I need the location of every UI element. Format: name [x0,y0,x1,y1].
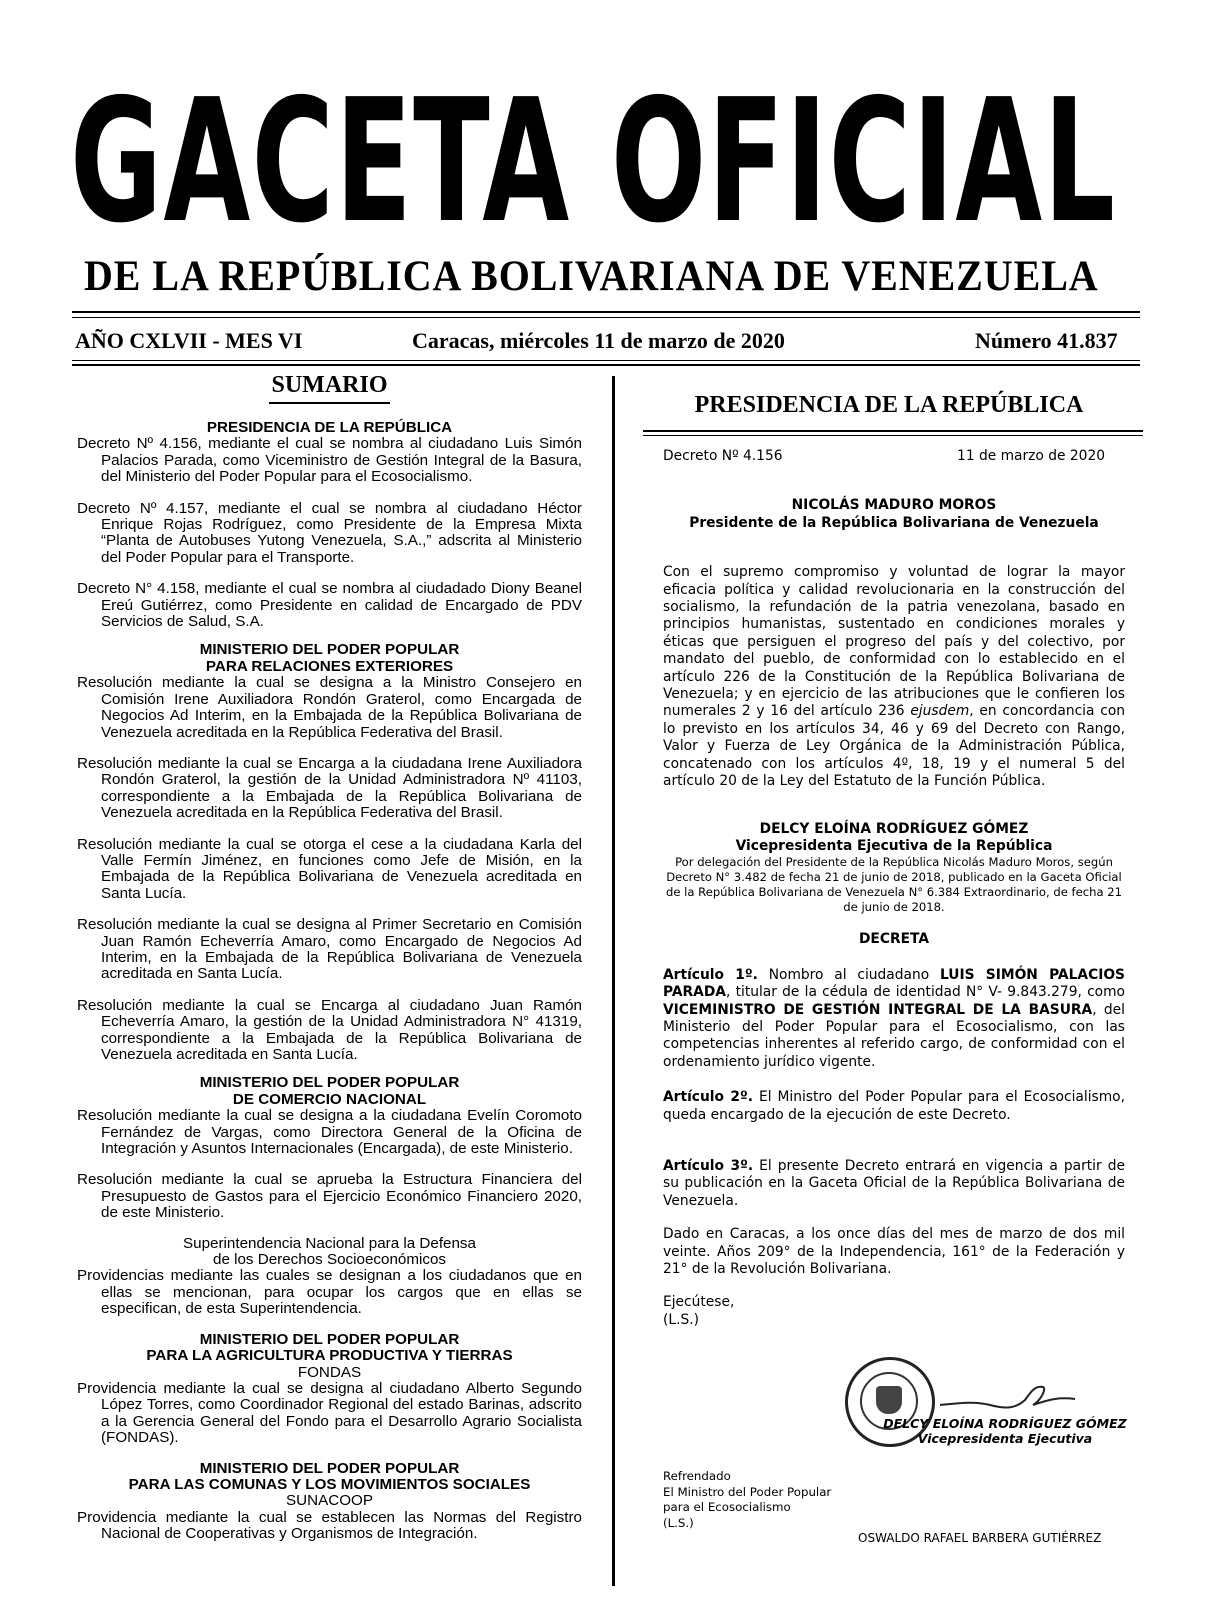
list-item: Providencias mediante las cuales se designan a los ciudadanos que en ellas se mencionan, para ocupar los cargos que en ellas se especifican, de esta Superintendencia. [77,1267,582,1318]
signature-name: DELCY ELOÍNA RODRÍGUEZ GÓMEZ [883,1416,1127,1431]
section-heading-line2: DE COMERCIO NACIONAL [232,1090,427,1108]
handwritten-signature-icon [935,1375,1095,1420]
list-item: Decreto Nº 4.156, mediante el cual se nombra al ciudadano Luis Simón Palacios Parada, como Viceministro de Gestión Integral de la Basura, del Ministerio del Poder Popular para el Ecosocialismo. [77,435,582,486]
signature-block [880,1416,1130,1446]
section-heading-line2: PARA LA AGRICULTURA PRODUCTIVA Y TIERRAS [146,1347,513,1365]
issue-year-month: AÑO CXLVII - MES VI [75,328,303,353]
list-item: Resolución mediante la cual se Encarga al ciudadano Juan Ramón Echeverría Amaro, la gestión de la Unidad Administradora N° 41319, correspondiente a la Embajada de la República Bolivariana de Venezuela acreditada en Santa Lucía. [77,996,582,1063]
list-item: Decreto N° 4.158, mediante el cual se nombra al ciudadado Diony Beanel Ereú Gutiérrez, como Presidente en calidad de Encargado de PDV Servicios de Salud, S.A. [77,580,582,631]
list-item: Resolución mediante la cual se designa al Primer Secretario en Comisión Juan Ramón Echeverría Amaro, como Encargado de Negocios Ad Interim, en la Embajada de la República Bolivariana de Venezuela acreditada en Santa Lucía. [77,916,582,983]
list-item: Resolución mediante la cual se designa a la ciudadana Evelín Coromoto Fernández de Vargas, como Directora General de la Oficina de Integración y Asuntos Internacionales (Encargada), de este Ministerio. [77,1107,582,1158]
list-item: Resolución mediante la cual se Encarga a la ciudadana Irene Auxiliadora Rondón Graterol, la gestión de la Unidad Administradora Nº 41103, correspondiente a la Embajada de la República Bolivariana de Venezuela acreditada en la República Federativa del Brasil. [77,754,582,822]
masthead-subtitle: DE LA REPÚBLICA BOLIVARIANA DE VENEZUELA [84,253,1099,300]
list-item: Resolución mediante la cual se otorga el cese a la ciudadana Karla del Valle Fermín Jiménez, en funciones como Jefe de Misión, en la Embajada de la República Bolivariana de Venezuela acreditada en Santa Lucía. [77,835,582,902]
article-3: Artículo 3º. El presente Decreto entrará en vigencia a partir de su publicación en la Gaceta Oficial de la República Bolivariana de Venezuela. [663,1157,1125,1209]
section-heading: MINISTERIO DEL PODER POPULAR [199,1459,460,1477]
refrendado-line2: para el Ecosocialismo [663,1500,791,1514]
list-item: Resolución mediante la cual se aprueba la Estructura Financiera del Presupuesto de Gastos para el Ejercicio Económico Financiero 2020, de este Ministerio. [77,1171,582,1222]
article-2: Artículo 2º. El Ministro del Poder Popular para el Ecosocialismo, queda encargado de la ejecución de este Decreto. [663,1089,1125,1123]
section-heading: PRESIDENCIA DE LA REPÚBLICA [206,419,453,436]
refrendado-label: Refrendado [663,1469,731,1483]
vp-title: Vicepresidenta Ejecutiva de la República [735,837,1053,854]
subsection-heading-line2: de los Derechos Socioeconómicos [213,1251,446,1269]
decree-header-row [663,448,1125,465]
issue-date: Caracas, miércoles 11 de marzo de 2020 [412,328,785,353]
president-name: NICOLÁS MADURO MOROS [791,497,997,514]
masthead-rule-top [72,311,1140,313]
decree-date: 11 de marzo de 2020 [957,448,1105,464]
section-heading: MINISTERIO DEL PODER POPULAR [199,1074,460,1092]
subsection-heading: Superintendencia Nacional para la Defensa [183,1234,476,1252]
decree-section-title: PRESIDENCIA DE LA REPÚBLICA [694,392,1084,418]
section-heading: MINISTERIO DEL PODER POPULAR [199,1330,460,1348]
list-item: Providencia mediante la cual se designa al ciudadano Alberto Segundo López Torres, como Coordinador Regional del estado Barinas, adscrito a la Gerencia General del Fondo para el Desarrollo Agrario Socialista (FONDAS). [77,1379,582,1447]
meta-rule-thin [72,360,1140,361]
decree-column [663,390,1125,1329]
decree-number: Decreto Nº 4.156 [663,448,783,464]
section-heading-line2: PARA LAS COMUNAS Y LOS MOVIMIENTOS SOCIALES [128,1475,531,1493]
list-item: Providencia mediante la cual se establecen las Normas del Registro Nacional de Cooperativas y Organismos de Integración. [77,1508,582,1543]
article-1: Artículo 1º. Nombro al ciudadano LUIS SIMÓN PALACIOS PARADA, titular de la cédula de identidad N° V- 9.843.279, como VICEMINISTRO DE GESTIÓN INTEGRAL DE LA BASURA, del Ministerio del Poder Popular para el Ecosocialismo, con las competencias inherentes al referido cargo, de conformidad con el ordenamiento jurídico vigente. [663,966,1125,1070]
refrendado-block [663,1469,831,1531]
subsection-heading: FONDAS [297,1363,362,1381]
decree-closing: Dado en Caracas, a los once días del mes de marzo de dos mil veinte. Años 209° de la Independencia, 161° de la Federación y 21° de la Revolución Bolivariana. [663,1226,1125,1277]
list-item: Resolución mediante la cual se designa a la Ministro Consejero en Comisión Irene Auxiliadora Rondón Graterol, como Encargada de Negocios Ad Interim, en la Embajada de la República Bolivariana de Venezuela acreditada en la República Federativa del Brasil. [77,674,582,741]
signature-title: Vicepresidenta Ejecutiva [917,1431,1093,1446]
meta-rule [72,364,1140,366]
masthead-rule-top-thin [72,317,1140,318]
ls-mark: (L.S.) [663,1311,699,1328]
seal-shield [876,1386,902,1414]
issue-number: Número 41.837 [975,328,1118,353]
column-divider [612,376,615,1586]
section-heading-line2: PARA RELACIONES EXTERIORES [205,657,454,675]
sumario-title: SUMARIO [77,372,582,404]
masthead-title: GACETA OFICIAL [70,63,1117,261]
president-title: Presidente de la República Bolivariana de Venezuela [689,514,1099,531]
refrendado-line1: El Ministro del Poder Popular [663,1484,832,1499]
delegation-note: Por delegación del Presidente de la República Nicolás Maduro Moros, según Decreto N° 3.482 de fecha 21 de junio de 2018, publicado en la Gaceta Oficial de la República Bolivariana de Venezuela N° 6.384 Extraordinario, de fecha 21 de junio de 2018. [665,855,1123,915]
decree-title-rule-thin [643,435,1143,436]
decreta-heading: DECRETA [858,931,930,948]
minister-name: OSWALDO RAFAEL BARBERA GUTIÉRREZ [858,1531,1102,1545]
decree-title-rule [643,430,1143,432]
refrendado-ls: (L.S.) [663,1515,694,1530]
ejecutese: Ejecútese, [663,1294,735,1311]
section-heading: MINISTERIO DEL PODER POPULAR [199,641,460,659]
subsection-heading: SUNACOOP [286,1492,373,1510]
decree-preamble: Con el supremo compromiso y voluntad de lograr la mayor eficacia política y calidad revolucionaria en la construcción del socialismo, la refundación de la patria venezolana, basado en principios humanistas, sustentado en condiciones morales y éticas que persiguen el progreso del país y del colectivo, por mandato del pueblo, de conformidad con lo establecido en el artículo 226 de la Constitución de la República Bolivariana de Venezuela; y en ejercicio de las atribuciones que le confieren los numerales 2 y 16 del artículo 236 ejusdem, en concordancia con lo previsto en los artículos 34, 46 y 69 del Decreto con Rango, Valor y Fuerza de Ley Orgánica de la Administración Pública, concatenado con los artículos 4º, 18, 19 y el numeral 5 del artículo 20 de la Ley del Estatuto de la Función Pública. [663,564,1126,790]
list-item: Decreto Nº 4.157, mediante el cual se nombra al ciudadano Héctor Enrique Rojas Rodríguez, como Presidente de la Empresa Mixta “Planta de Autobuses Yutong Venezuela, S.A.,” adscrita al Ministerio del Poder Popular para el Transporte. [77,499,582,566]
vp-name: DELCY ELOÍNA RODRÍGUEZ GÓMEZ [759,820,1029,837]
sumario-column [77,372,582,1549]
